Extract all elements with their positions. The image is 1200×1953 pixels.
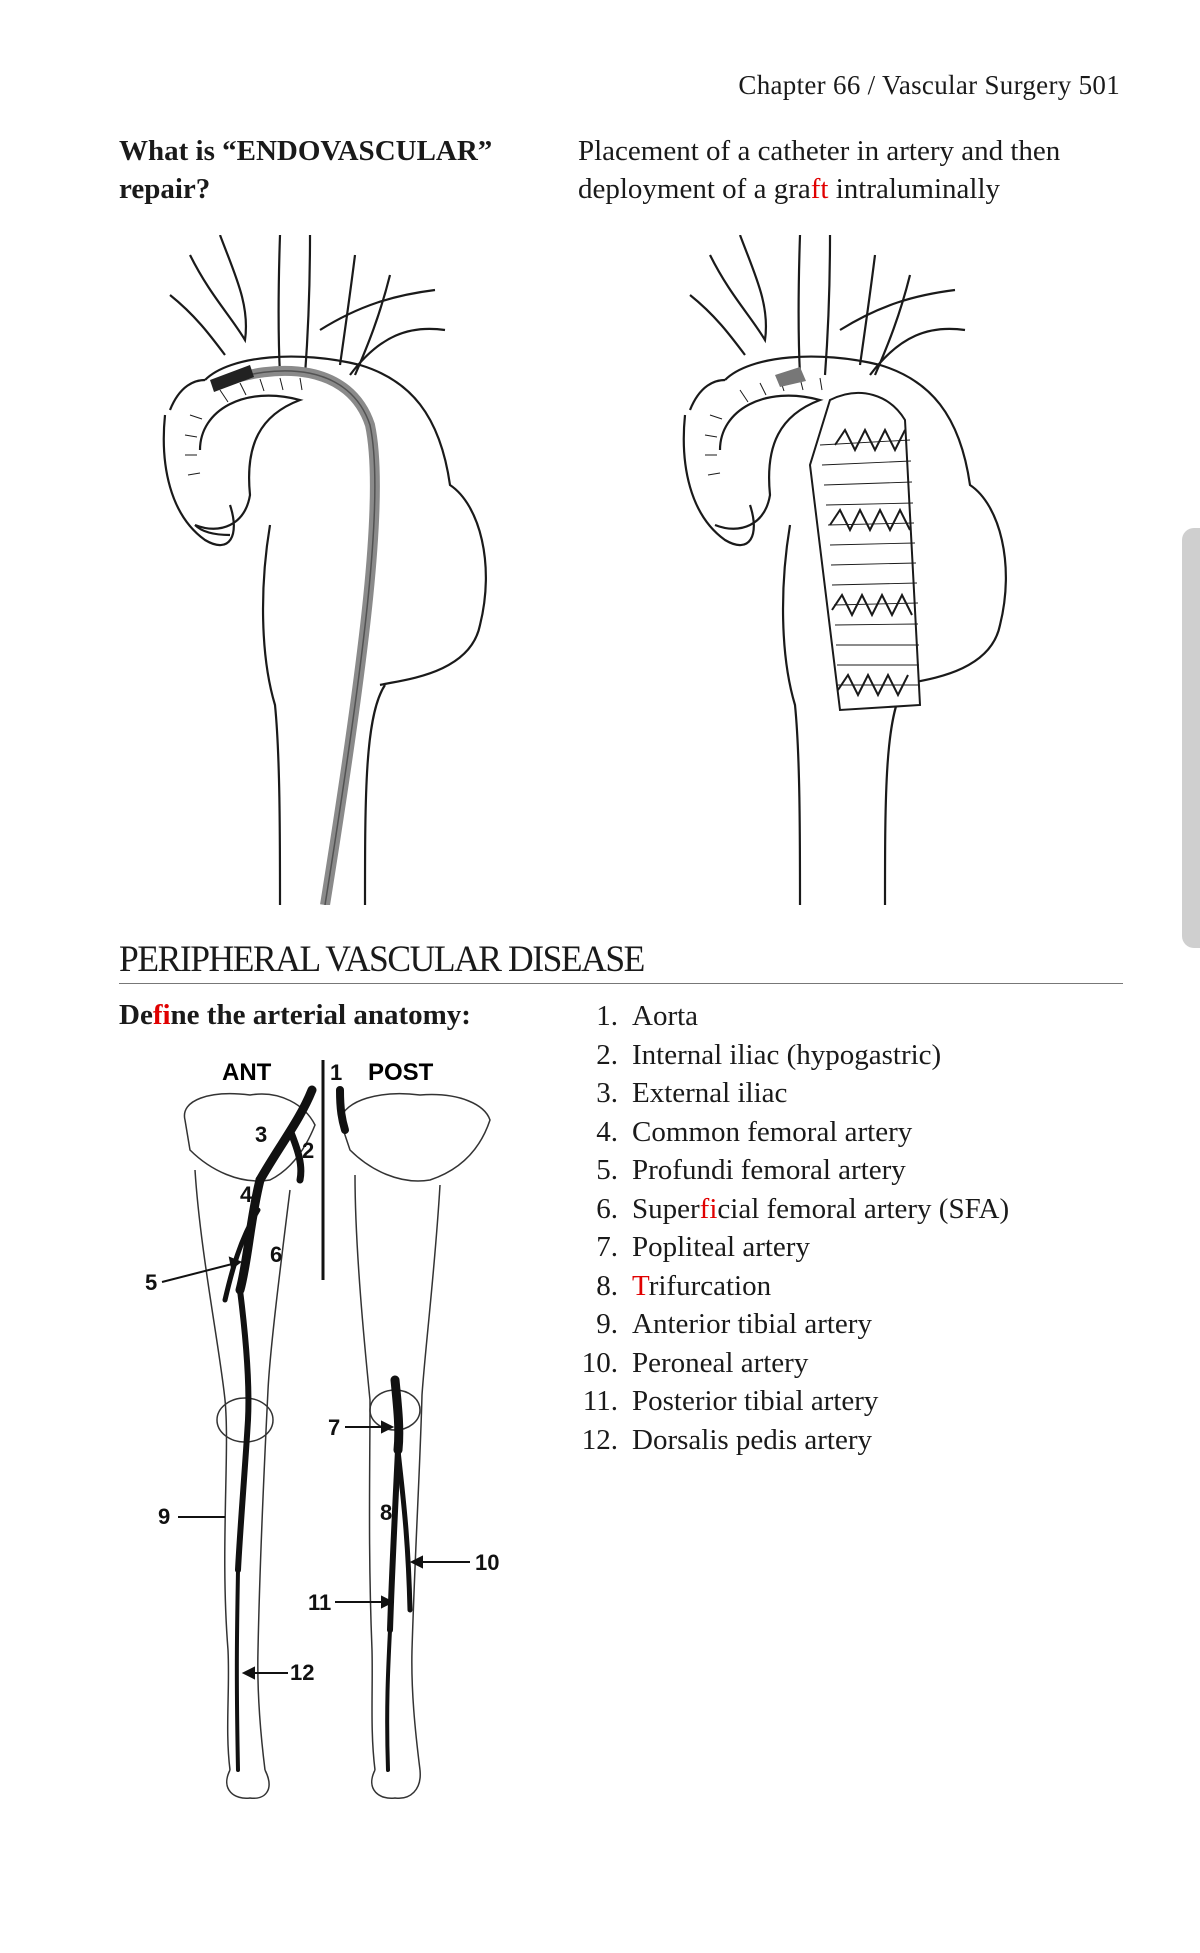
- label-3: 3: [255, 1122, 268, 1147]
- list-item: 2. Internal iliac (hypogastric): [596, 1038, 942, 1071]
- label-5: 5: [145, 1270, 158, 1295]
- answer-text: [578, 132, 1138, 208]
- answer-part2: intraluminally: [828, 173, 1001, 205]
- list-item: 12. Dorsalis pedis artery: [581, 1423, 872, 1456]
- label-9: 9: [158, 1504, 171, 1529]
- section-divider: [119, 983, 1123, 984]
- list-item: 1. Aorta: [596, 1000, 699, 1032]
- define-part1: De: [119, 999, 153, 1031]
- list-item: 10. Peroneal artery: [581, 1346, 809, 1379]
- label-4: 4: [240, 1182, 253, 1207]
- label-11: 11: [308, 1590, 332, 1615]
- list-item: 11. Posterior tibial artery: [582, 1385, 879, 1417]
- define-label: [119, 999, 471, 1032]
- arterial-anatomy-list: [560, 997, 1009, 1459]
- list-item: 3. External iliac: [596, 1077, 788, 1109]
- label-12: 12: [290, 1660, 315, 1685]
- list-item: 5. Profundi femoral artery: [596, 1154, 906, 1186]
- list-item: 7. Popliteal artery: [596, 1231, 810, 1263]
- ant-label: ANT: [222, 1059, 272, 1086]
- answer-part1: Placement of a catheter in artery and then deployment of a gra: [578, 135, 1061, 205]
- chapter-thumb-tab: [1182, 528, 1200, 948]
- define-highlight: fi: [152, 999, 171, 1031]
- section-title: PERIPHERAL VASCULAR DISEASE: [119, 939, 644, 980]
- running-head: Chapter 66 / Vascular Surgery 501: [738, 70, 1120, 100]
- aorta-catheter-illustration: [150, 235, 530, 905]
- list-item: 8. Trifurcation: [596, 1269, 772, 1302]
- label-8: 8: [380, 1500, 393, 1525]
- label-6: 6: [270, 1242, 283, 1267]
- label-7: 7: [328, 1415, 341, 1440]
- list-item: 6. Superficial femoral artery (SFA): [596, 1192, 1010, 1225]
- define-part2: ne the arterial anatomy:: [170, 999, 471, 1031]
- list-item: 4. Common femoral artery: [596, 1115, 913, 1148]
- post-label: POST: [368, 1059, 434, 1086]
- label-10: 10: [475, 1550, 500, 1575]
- question-text: What is “ENDOVASCULAR” repair?: [119, 135, 493, 205]
- label-2: 2: [302, 1138, 315, 1163]
- leg-arterial-anatomy-figure: [140, 1050, 530, 1800]
- list-item: 9. Anterior tibial artery: [596, 1308, 872, 1340]
- answer-highlight: ft: [810, 173, 829, 205]
- label-1: 1: [330, 1060, 343, 1085]
- aorta-graft-illustration: [670, 235, 1050, 905]
